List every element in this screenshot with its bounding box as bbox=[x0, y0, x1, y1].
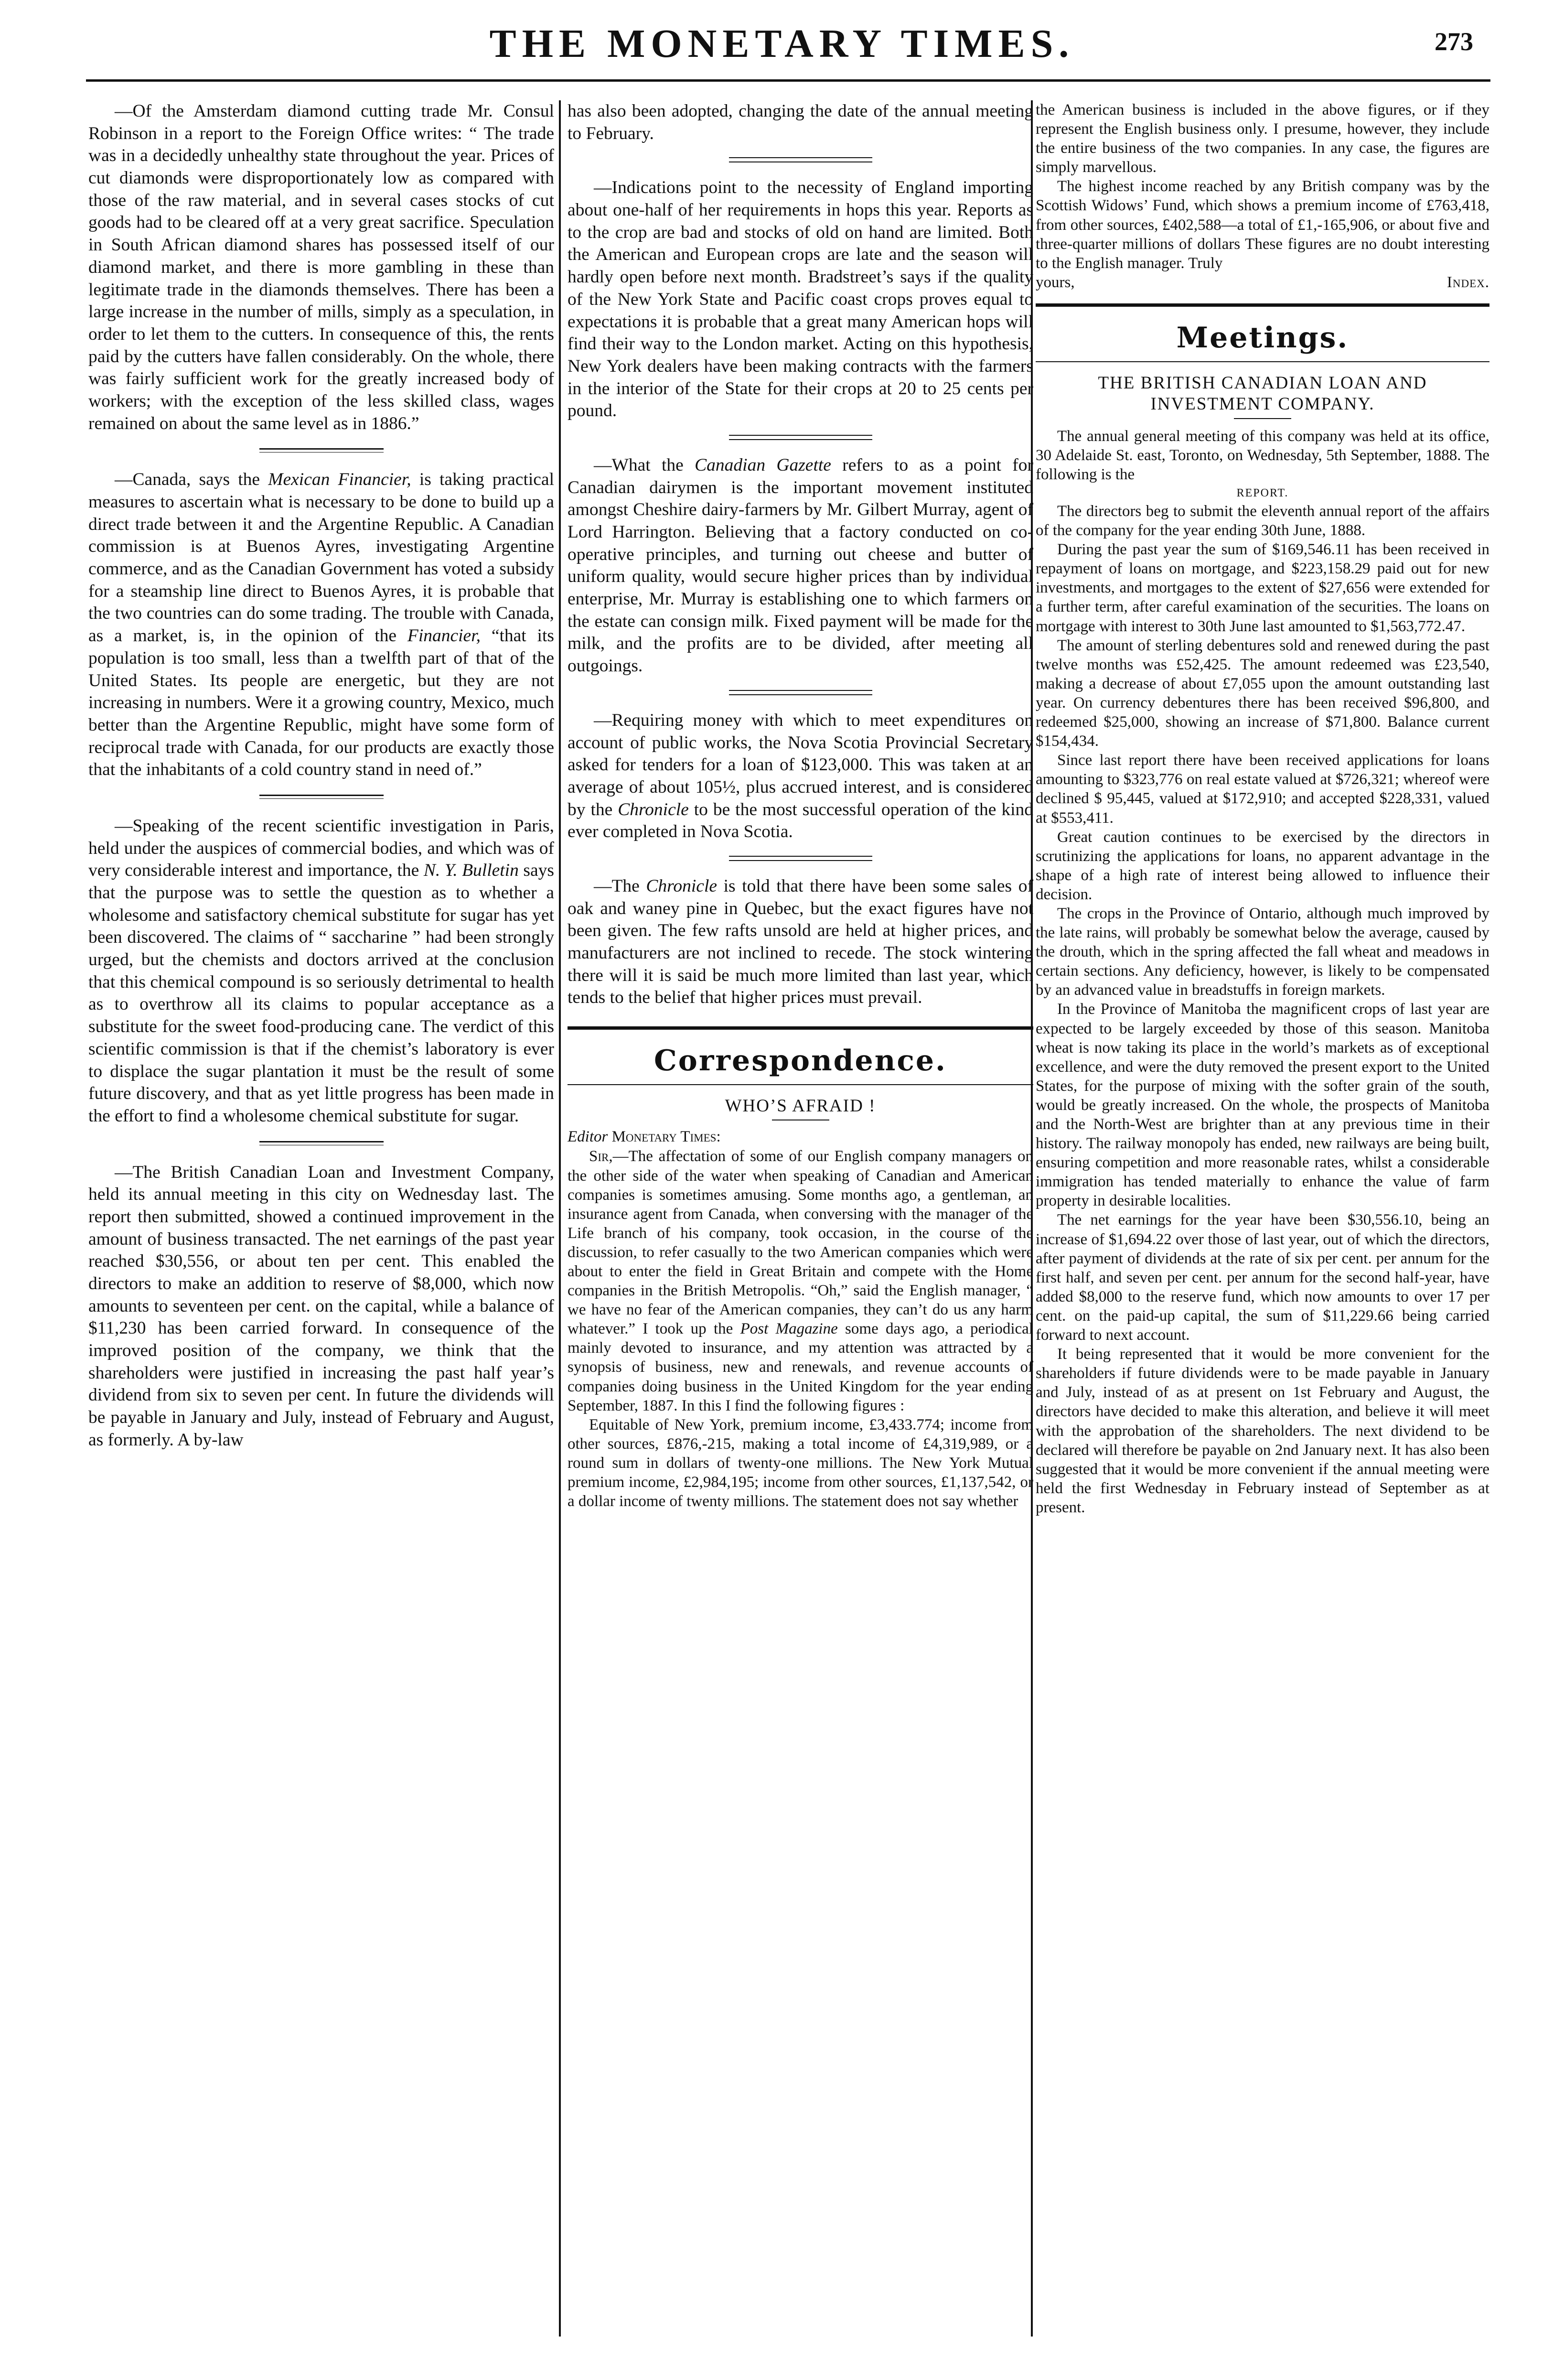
article-quebec-timber: —The Chronicle is told that there have been some sales of oak and waney pine in Quebec, but the exact figures have not been given. The few rafts unsold are held at higher prices, and manufacturers are not inclined to recede. The stock wintering there will it is said be much more limited than last year, which tends to the belief that higher prices must prevail. bbox=[568, 876, 1033, 1008]
heading-rule bbox=[1234, 418, 1291, 419]
article-loan-company: —The British Canadian Loan and Investment Company, held its annual meeting in this city on Wednesday last. The report then submitted, showed a continued improvement in the amount of business transacted. The net earnings of the past year reached $30,556, or about ten per cent. This enabled the directors to make an addition to reserve of $8,000, which now amounts to seventeen per cent. on the capital, while a balance of $11,230 has been carried forward. In consequence of the improved position of the company, we think that the shareholders were justified in increasing the past half year’s dividend from six to seven per cent. In future the dividends will be payable in January and July, instead of February and August, as formerly. A by-law bbox=[88, 1162, 554, 1450]
article-separator bbox=[259, 448, 384, 452]
article-canada-argentine: —Canada, says the Mexican Financier, is taking practical measures to ascertain what is necessary to be done to build up a direct trade between it and the Argentine Republic. A Canadian commission is at Buenos Ayres, investigating Argentine commerce, and as the Canadian Government has voted a subsidy for a steamship line direct to Buenos Ayres, it is probable that the two countries can do some trading. The trouble with Canada, as a market, is, in the opinion of the Financier, “that its population is too small, less than a twelfth part of that of the United States. Its people are energetic, but they are not increasing in numbers. Were it a growing country, Mexico, much better than the Argentine Republic, might have some form of reciprocal trade with Canada, for our products are exactly those that the inhabitants of a cold country stand in need of.” bbox=[88, 470, 554, 780]
section-rule bbox=[1036, 303, 1489, 307]
article-separator bbox=[729, 435, 872, 440]
section-rule-bottom bbox=[568, 1084, 1033, 1085]
article-hops: —Indications point to the necessity of England importing about one-half of her requirements in hops this year. Reports as to the crop are bad and stocks of old on hand are limited. Both the American and European crops are late and the season will hardly open before next month. Bradstreet’s says if the quality of the New York State and Pacific coast crops proves equal to expectations it is probable that a great many American hops will find their way to the London market. Acting on this hypothesis, New York dealers have been making contracts with the farmers in the interior of the State for their crops at 20 to 25 cents per pound. bbox=[568, 178, 1033, 421]
column-1 bbox=[88, 100, 554, 2341]
letter-scottish-widows: The highest income reached by any British company was by the Scottish Widows’ Fund, which shows a premium income of £763,418, from other sources, £402,588—a total of £1,-165,906, or about five and three-quarter millions of dollars These figures are no doubt interesting to the English manager. Truly bbox=[1036, 178, 1489, 272]
article-nova-scotia-loan: —Requiring money with which to meet expenditures on account of public works, the Nova Scotia Provincial Secretary asked for tenders for a loan of $123,000. This was taken at an average of about 105½, plus accrued interest, and is considered by the Chronicle to be the most successful operation of the kind ever completed in Nova Scotia. bbox=[568, 710, 1033, 842]
column-3 bbox=[1036, 100, 1489, 2341]
report-label: REPORT. bbox=[1236, 487, 1289, 499]
article-separator bbox=[729, 856, 872, 861]
report-paragraph: It being represented that it would be more convenient for the shareholders if future dividends were to be made payable in January and July, instead of as at present on 1st February and August, the directors have decided to make this alteration, and believe it will meet with the approbation of the shareholders. The next dividend to be declared will therefore be payable on 2nd January next. It has also been suggested that it would be more convenient if the annual meeting were held the first Wednesday in February instead of September as at present. bbox=[1036, 1346, 1489, 1516]
section-rule bbox=[568, 1026, 1033, 1030]
report-paragraph: The net earnings for the year have been $30,556.10, being an increase of $1,694.22 over those of last year, out of which the directors, after payment of dividends at the rate of six per cent. per annum for the first half, and seven per cent. per annum for the second half-year, have added $8,000 to the reserve fund, which now amounts to over 17 per cent. on the paid-up capital, the sum of $11,229.66 being carried forward to next account. bbox=[1036, 1211, 1489, 1344]
report-paragraph: Since last report there have been received applications for loans amounting to $323,776 on real estate valued at $726,321; whereof were declined $ 95,445, valued at $172,910; and accepted $228,331, valued at $553,411. bbox=[1036, 752, 1489, 827]
article-separator bbox=[259, 1141, 384, 1145]
letter-paragraph-2: Equitable of New York, premium income, £3,433.774; income from other sources, £876,-215, making a total income of £4,319,989, or a round sum in dollars of twenty-one millions. The New York Mutual premium income, £2,984,195; income from other sources, £1,137,542, or a dollar income of twenty millions. The statement does not say whether bbox=[568, 1416, 1033, 1510]
article-saccharine: —Speaking of the recent scientific investigation in Paris, held under the auspices of commercial bodies, and which was of very considerable interest and importance, the N. Y. Bulletin says that the purpose was to settle the question as to whether a wholesome and satisfactory chemical substitute for sugar has yet been discovered. The claims of “ saccharine ” had been strongly urged, but the chemists and doctors arrived at the conclusion that this chemical compound is so seriously detrimental to health as to overthrow all its claims to popular acceptance as a substitute for the sweet food-producing cane. The verdict of this scientific commission is that if the chemist’s laboratory is ever to displace the sugar plantation it must be the result of some future discovery, and that as yet little progress has been made in the effort to find a wholesome chemical substitute for sugar. bbox=[88, 816, 554, 1126]
report-paragraph: The crops in the Province of Ontario, although much improved by the late rains, will probably be somewhat below the average, caused by the drouth, which in the spring affected the fall wheat and meadows in certain sections. Any deficiency, however, is likely to be compensated by an advanced value in breadstuffs in foreign markets. bbox=[1036, 905, 1489, 999]
report-paragraph: During the past year the sum of $169,546.11 has been received in repayment of loans on mortgage, and $223,158.29 paid out for new investments, and mortgages to the extent of $27,656 were extended for a further term, after careful examination of the securities. The loans on mortgage with interest to 30th June last amounted to $1,563,772.47. bbox=[1036, 541, 1489, 635]
report-paragraph: In the Province of Manitoba the magnificent crops of last year are expected to be largely exceeded by those of this season. Manitoba wheat is now taking its place in the world’s markets as of exceptional excellence, and were the duty removed the present export to the United States, for the purpose of mixing with the softer grain of the south, would be greatly increased. On the whole, the prospects of Manitoba and the North-West are brighter than at any previous time in their history. The railway monopoly has ended, new railways are being built, ensuring competition and more reasonable rates, whilst a considerable immigration has tended materially to enhance the value of farm property in desirable localities. bbox=[1036, 1001, 1489, 1210]
meeting-intro: The annual general meeting of this company was held at its office, 30 Adelaide St. east, Toronto, on Wednesday, 5th September, 1888. The following is the bbox=[1036, 427, 1489, 483]
meeting-title: THE BRITISH CANADIAN LOAN AND INVESTMENT COMPANY. bbox=[1098, 373, 1427, 414]
column-2 bbox=[568, 100, 1033, 2341]
letter-salutation: Editor Monetary Times: bbox=[568, 1128, 721, 1146]
article-dairymen: —What the Canadian Gazette refers to as a point for Canadian dairymen is the important movement instituted amongst Cheshire dairy-farmers by Mr. Gilbert Murray, agent of Lord Harrington. Believing that a factory conducted on co-operative principles, and turning out cheese and butter of uniform quality, would secure higher prices than by individual enterprise, Mr. Murray is establishing one to which farmers on the estate can consign milk. Fixed payment will be made for the milk, and the profits are to be divided, after meeting all outgoings. bbox=[568, 455, 1033, 676]
letter-title: WHO’S AFRAID ! bbox=[725, 1096, 876, 1116]
section-rule-bottom bbox=[1036, 361, 1489, 362]
masthead-rule bbox=[86, 79, 1490, 82]
article-bylaw-continued: has also been adopted, changing the date of the annual meeting to February. bbox=[568, 101, 1033, 143]
masthead-title: THE MONETARY TIMES. bbox=[489, 22, 1075, 66]
column-divider-1 bbox=[559, 100, 561, 2337]
section-title-meetings: Meetings. bbox=[1176, 321, 1349, 355]
article-separator bbox=[729, 690, 872, 695]
section-title-correspondence: Correspondence. bbox=[654, 1044, 947, 1078]
article-separator bbox=[729, 157, 872, 162]
letter-continued: the American business is included in the above figures, or if they represent the English business only. I presume, however, they include the entire business of the two companies. In any case, the figures are simply marvellous. bbox=[1036, 101, 1489, 176]
report-paragraph: The amount of sterling debentures sold and renewed during the past twelve months was £52,425. The amount redeemed was £23,540, making a decrease of about £7,055 upon the amount outstanding last year. On currency debentures there has been received $96,800, and redeemed $25,000, showing an increase of $71,800. Balance current $154,434. bbox=[1036, 636, 1489, 750]
page-number: 273 bbox=[1435, 27, 1473, 56]
letter-paragraph-1: Sir,—The affectation of some of our English company managers on the other side of the water when speaking of Canadian and American companies is sometimes amusing. Some months ago, a gentleman, an insurance agent from Canada, when conversing with the manager of the Life branch of his company, took occasion, in the course of the discussion, to refer casually to the two American companies which were about to enter the field in Great Britain and compete with the Home companies in the British Metropolis. “Oh,” said the English manager, “ we have no fear of the American companies, they can’t do us any harm whatever.” I took up the Post Magazine some days ago, a periodical mainly devoted to insurance, and my attention was attracted by a synopsis of business, new and renewals, and revenue accounts of companies doing business in the United Kingdom for the year ending September, 1887. In this I find the following figures : bbox=[568, 1148, 1033, 1414]
article-separator bbox=[259, 795, 384, 799]
report-paragraph: The directors beg to submit the eleventh annual report of the affairs of the company for the year ending 30th June, 1888. bbox=[1036, 503, 1489, 539]
article-diamond-trade: —Of the Amsterdam diamond cutting trade Mr. Consul Robinson in a report to the Foreign Office writes: “ The trade was in a decidedly unhealthy state throughout the year. Prices of cut diamonds were disproportionately low as compared with those of the raw material, and in several cases stocks of cut goods had to be cleared off at a very great sacrifice. Speculation in South African diamond shares has possessed itself of our diamond market, and there is more gambling in these than legitimate trade in the diamonds themselves. There has been a large increase in the number of mills, simply as a speculation, in order to let them to the cutters. In consequence of this, the rents paid by the cutters have fallen considerably. On the whole, there was fairly sufficient work for the greatly increased body of workers; with the exception of the less skilled class, wages remained on about the same level as in 1886.” bbox=[88, 101, 554, 433]
letter-signature: yours, Index. bbox=[1036, 273, 1489, 291]
report-paragraph: Great caution continues to be exercised by the directors in scrutinizing the applications for loans, no apparent advantage in the shape of a high rate of interest being allowed to influence their decision. bbox=[1036, 828, 1489, 903]
